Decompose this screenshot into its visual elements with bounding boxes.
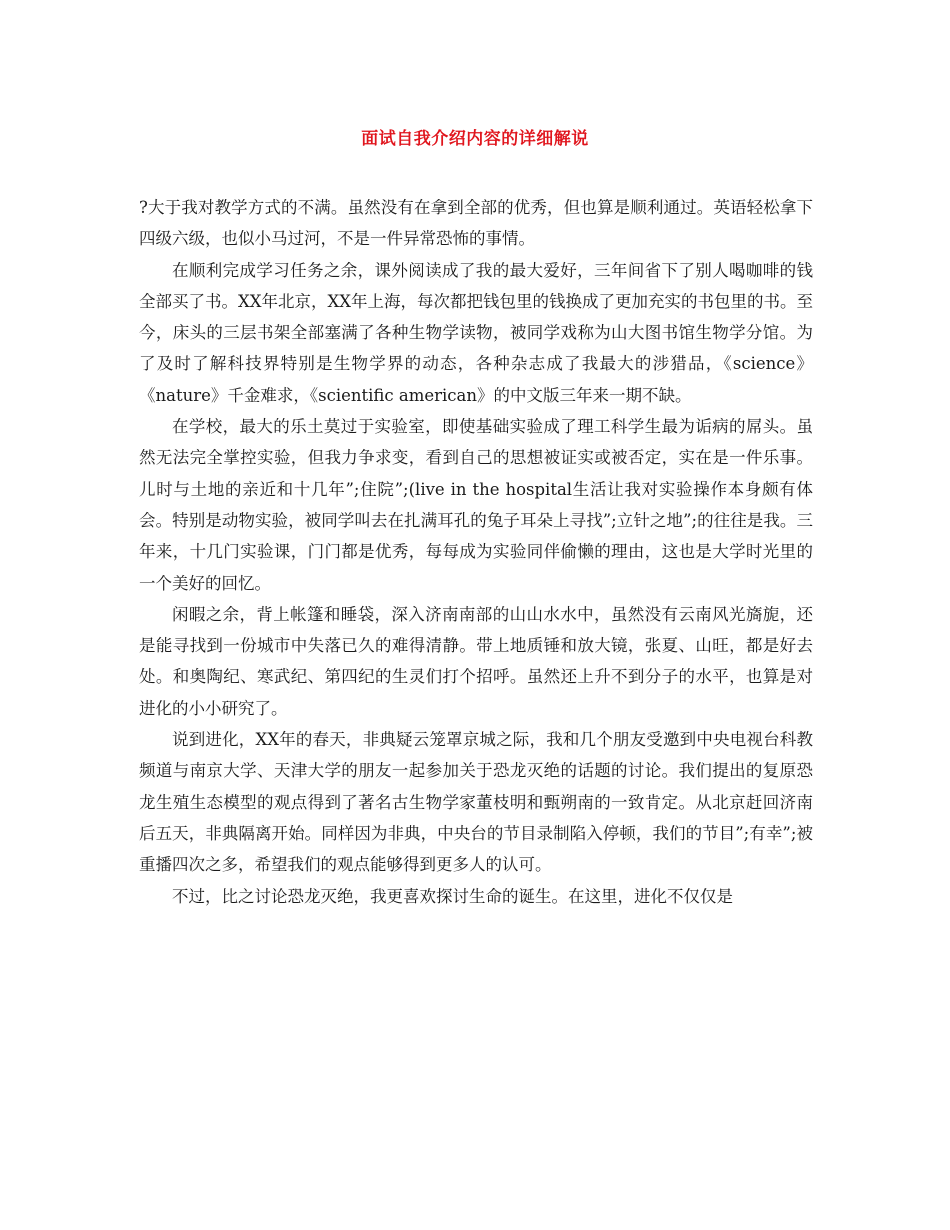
paragraph: ?大于我对教学方式的不满。虽然没有在拿到全部的优秀，但也算是顺利通过。英语轻松拿下四级六级，也似小马过河，不是一件异常恐怖的事情。 [139, 198, 813, 249]
document-title: 面试自我介绍内容的详细解说 [361, 129, 589, 149]
document-body [139, 192, 813, 912]
paragraph: 在学校，最大的乐土莫过于实验室，即使基础实验成了理工科学生最为诟病的屌头。虽然无法完全掌控实验，但我力争求变，看到自己的思想被证实或被否定，实在是一件乐事。儿时与土地的亲近和十几年”;住院”;(live in the hospital生活让我对实验操作本身颇有体会。特别是动物实验，被同学叫去在扎满耳孔的兔子耳朵上寻找”;立针之地”;的往往是我。三年来，十几门实验课，门门都是优秀，每每成为实验同伴偷懒的理由，这也是大学时光里的一个美好的回忆。 [139, 417, 813, 593]
paragraph: 在顺利完成学习任务之余，课外阅读成了我的最大爱好，三年间省下了别人喝咖啡的钱全部买了书。XX年北京，XX年上海，每次都把钱包里的钱换成了更加充实的书包里的书。至今，床头的三层书架全部塞满了各种生物学读物，被同学戏称为山大图书馆生物学分馆。为了及时了解科技界特别是生物学界的动态，各种杂志成了我最大的涉猎品，《science》《nature》千金难求，《scientific american》的中文版三年来一期不缺。 [139, 260, 813, 405]
paragraph: 说到进化，XX年的春天，非典疑云笼罩京城之际，我和几个朋友受邀到中央电视台科教频道与南京大学、天津大学的朋友一起参加关于恐龙灭绝的话题的讨论。我们提出的复原恐龙生殖生态模型的观点得到了著名古生物学家董枝明和甄朔南的一致肯定。从北京赶回济南后五天，非典隔离开始。同样因为非典，中央台的节目录制陷入停顿，我们的节目”;有幸”;被重播四次之多，希望我们的观点能够得到更多人的认可。 [139, 730, 813, 875]
paragraph: 不过，比之讨论恐龙灭绝，我更喜欢探讨生命的诞生。在这里，进化不仅仅是 [172, 886, 733, 906]
paragraph: 闲暇之余，背上帐篷和睡袋，深入济南南部的山山水水中，虽然没有云南风光旖旎，还是能寻找到一份城市中失落已久的难得清静。带上地质锤和放大镜，张夏、山旺，都是好去处。和奥陶纪、寒武纪、第四纪的生灵们打个招呼。虽然还上升不到分子的水平，也算是对进化的小小研究了。 [139, 604, 813, 718]
